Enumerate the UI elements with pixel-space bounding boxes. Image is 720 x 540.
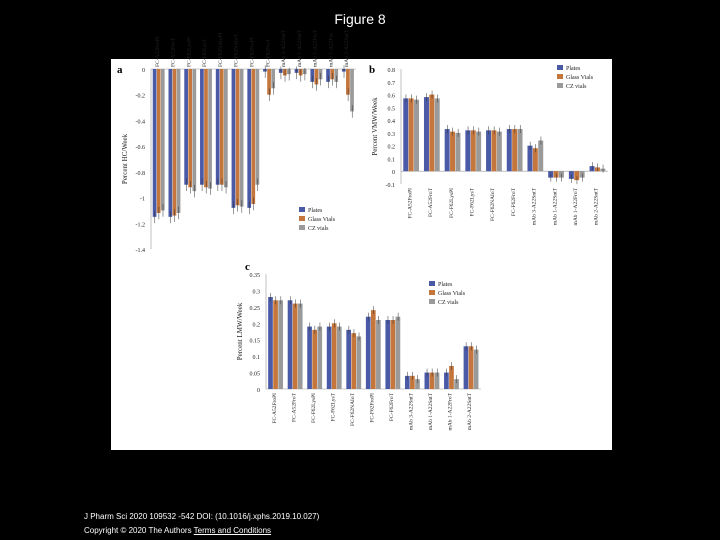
bar (371, 310, 376, 389)
category-label: FC-F62LysT (202, 38, 209, 67)
charts-svg (111, 29, 612, 450)
category-label: FC-F62NAIoT (349, 393, 356, 427)
legend-swatch (429, 290, 435, 295)
category-label: FC-A52FroT (428, 188, 435, 218)
category-label: mAb 1-A22SntT (552, 188, 559, 226)
panel-letter: b (369, 64, 376, 76)
category-label: mAb 1-A22FroT (447, 393, 454, 431)
bar (512, 129, 517, 171)
bar (312, 330, 317, 389)
legend-label: Plates (566, 66, 581, 72)
y-tick-label: 0.05 (249, 371, 260, 378)
category-label: mAb 1-A22Fro (328, 32, 335, 67)
legend-swatch (299, 225, 305, 230)
category-label: FC-F62LysPI (310, 393, 317, 423)
bar (177, 69, 181, 213)
bar (204, 69, 208, 187)
bar (424, 97, 429, 171)
bar (224, 69, 228, 187)
category-label: FC-F62NAIoT (490, 188, 497, 222)
bar (317, 327, 322, 389)
bar (385, 320, 390, 389)
bar (327, 327, 332, 389)
category-label: FC-F62FroT (510, 188, 517, 217)
legend-label: Glass Vials (438, 291, 466, 297)
legend-label: CZ vials (308, 226, 329, 232)
y-tick-label: 0 (257, 388, 260, 394)
bar (247, 69, 251, 208)
category-label: FC-F62LysPI (448, 188, 455, 218)
y-tick-label: 0 (142, 68, 145, 74)
chart-panel-a (117, 29, 356, 254)
bar (288, 300, 293, 389)
category-label: mAb 3-A22SntT (531, 188, 538, 226)
panel-letter: a (117, 64, 123, 76)
y-tick-label: -0.2 (135, 93, 145, 100)
category-label: mAb 1-A22SntT (428, 393, 435, 431)
category-label: FC-F62LysT (469, 188, 476, 217)
bar (409, 98, 414, 171)
bar (391, 320, 396, 389)
y-tick-label: 0.25 (249, 305, 260, 312)
bar (435, 98, 440, 171)
y-tick-label: -1.4 (135, 248, 145, 254)
legend-label: Plates (308, 208, 323, 214)
bar (455, 133, 460, 171)
category-label: FC-A52FroPI (271, 393, 278, 424)
legend-label: CZ vials (438, 300, 459, 306)
category-label: FC-F62NAIoT (233, 33, 240, 67)
y-tick-label: 0.1 (252, 355, 260, 362)
bar (157, 69, 161, 213)
bar (278, 300, 283, 389)
bar (486, 130, 491, 171)
bar (251, 69, 255, 204)
category-label: mAb 1-A22SntT (296, 29, 303, 67)
category-label: mAb 1-A22FroT (572, 188, 579, 226)
y-axis-label: Percent HC/Week (121, 133, 129, 185)
y-tick-label: 0.2 (252, 322, 260, 329)
bar (337, 327, 342, 389)
bar (200, 69, 204, 185)
figure-panel (111, 29, 612, 450)
bar (169, 69, 173, 217)
y-tick-label: -1.2 (135, 222, 145, 229)
y-tick-label: 0.4 (387, 119, 395, 126)
bar (161, 69, 165, 210)
category-label: FC-F62LysPI (186, 37, 193, 67)
bar (518, 129, 523, 171)
bar (464, 346, 469, 389)
bar (220, 69, 224, 185)
legend-swatch (299, 207, 305, 212)
bar (173, 69, 177, 216)
bar (469, 346, 474, 389)
category-label: mAb 1-A22FroT (312, 29, 319, 67)
bar (538, 141, 543, 172)
chart-panel-c (236, 261, 481, 430)
category-label: FC-A52FroT (170, 37, 177, 67)
bar (236, 69, 240, 205)
y-tick-label: 0.8 (387, 68, 395, 74)
bar (476, 132, 481, 172)
y-tick-label: 0.35 (249, 273, 260, 279)
bar (153, 69, 157, 217)
legend-swatch (557, 65, 563, 70)
bar (376, 320, 381, 389)
category-label: mAb 3-A22SntT (408, 393, 415, 431)
y-tick-label: 0 (392, 170, 395, 177)
y-tick-label: -0.1 (385, 183, 395, 189)
legend-label: Glass Vials (566, 75, 594, 81)
y-tick-label: 0.7 (387, 80, 395, 87)
legend-label: CZ vials (566, 84, 587, 90)
category-label: FC-F62NAIoPI (217, 32, 224, 67)
legend-swatch (429, 299, 435, 304)
bar (350, 69, 354, 111)
legend-swatch (557, 74, 563, 79)
y-tick-label: -0.4 (135, 119, 145, 126)
chart-panel-b (369, 64, 608, 225)
y-tick-label: 0.3 (252, 289, 260, 296)
legend-label: Glass Vials (308, 217, 336, 223)
bar (507, 129, 512, 171)
bar (240, 69, 244, 207)
bar (293, 304, 298, 389)
bar (491, 130, 496, 171)
category-label: FC-F62FroPI (369, 393, 376, 423)
bar (474, 350, 479, 389)
category-label: mAb 2-A22SntT (593, 188, 600, 226)
figure-title: Figure 8 (334, 11, 386, 27)
bar (256, 69, 260, 185)
legend-label: Plates (438, 282, 453, 288)
category-label: FC-A52FroPI (407, 188, 414, 219)
bar (188, 69, 192, 187)
bar (351, 333, 356, 389)
bar (232, 69, 236, 208)
copyright-text: Copyright © 2020 The Authors (84, 526, 192, 535)
bar (445, 129, 450, 171)
bar (192, 69, 196, 191)
citation-text: J Pharm Sci 2020 109532 -542 DOI: (10.1016/j.xphs.2019.10.027) (84, 512, 320, 521)
bar (497, 132, 502, 172)
y-axis-label: Percent LMW/Week (236, 302, 244, 361)
category-label: mAb 3-A22SntT (281, 29, 288, 67)
bar (332, 323, 337, 389)
y-tick-label: 0.2 (387, 144, 395, 151)
legend-swatch (429, 281, 435, 286)
bar (465, 130, 470, 171)
bar (268, 297, 273, 389)
y-tick-label: 0.6 (387, 93, 395, 100)
category-label: FC-A52FroT (291, 393, 298, 423)
copyright-line (84, 526, 271, 535)
category-label: mAb 2-A22SntT (344, 29, 351, 67)
panel-letter: c (245, 261, 250, 273)
legend-swatch (299, 216, 305, 221)
y-tick-label: -1 (140, 196, 145, 203)
y-axis-label: Percent VMW/Week (371, 97, 379, 156)
bar (403, 98, 408, 171)
bar (356, 336, 361, 389)
bar (273, 300, 278, 389)
bar (366, 317, 371, 389)
category-label: FC-F62LysT (330, 393, 337, 422)
legend-swatch (557, 83, 563, 88)
bar (216, 69, 220, 185)
bar (450, 132, 455, 172)
y-tick-label: 0.15 (249, 338, 260, 345)
bar (471, 130, 476, 171)
bar (298, 304, 303, 389)
y-tick-label: -0.6 (135, 145, 145, 152)
bar (346, 330, 351, 389)
y-tick-label: 0.5 (387, 106, 395, 113)
y-tick-label: 0.3 (387, 131, 395, 138)
bar (396, 317, 401, 389)
y-tick-label: -0.8 (135, 170, 145, 177)
category-label: FC-F62FroT (389, 393, 396, 422)
category-label: FC-A52FroPI (154, 36, 161, 67)
category-label: FC-F62FroT (265, 38, 272, 67)
bar (429, 95, 434, 172)
y-tick-label: 0.1 (387, 157, 395, 164)
bar (208, 69, 212, 189)
category-label: FC-F62FroPI (249, 37, 256, 67)
bar (307, 327, 312, 389)
bar (414, 100, 419, 172)
terms-link[interactable]: Terms and Conditions (193, 526, 272, 535)
category-label: mAb 2-A22SntT (467, 393, 474, 431)
bar (184, 69, 188, 185)
